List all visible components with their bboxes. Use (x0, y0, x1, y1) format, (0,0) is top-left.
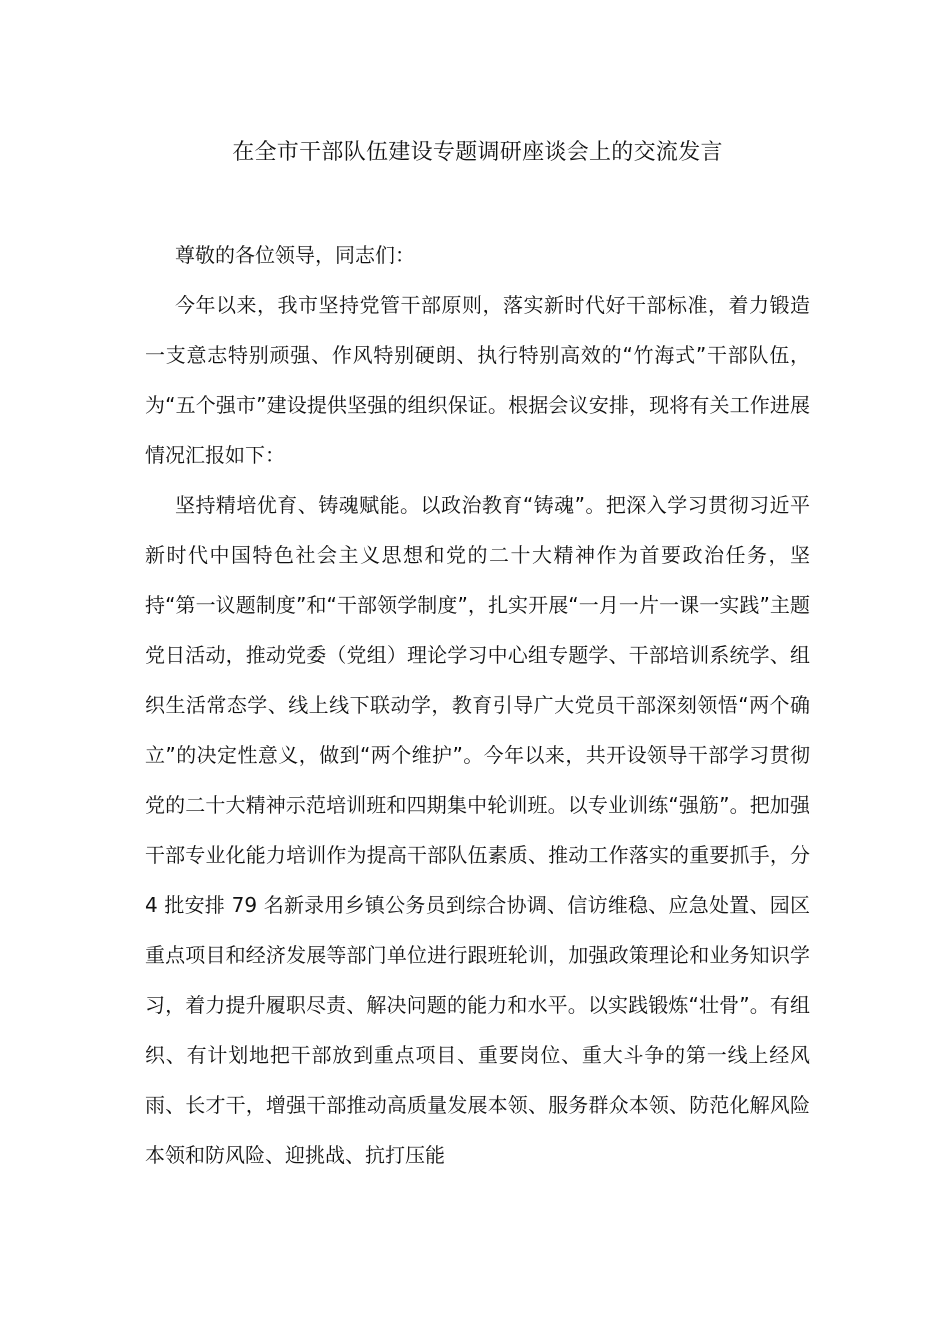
paragraph-intro: 今年以来，我市坚持党管干部原则，落实新时代好干部标准，着力锻造一支意志特别顽强、作风特别硬朗、执行特别高效的“竹海式”干部队伍，为“五个强市”建设提供坚强的组织保证。根据会议安排，现将有关工作进展情况汇报如下： (145, 293, 810, 467)
document-body (145, 230, 810, 1180)
document-title: 在全市干部队伍建设专题调研座谈会上的交流发言 (232, 140, 723, 165)
paragraph-training: 坚持精培优育、铸魂赋能。以政治教育“铸魂”。把深入学习贯彻习近平新时代中国特色社会主义思想和党的二十大精神作为首要政治任务，坚持“第一议题制度”和“干部领学制度”，扎实开展“一月一片一课一实践”主题党日活动，推动党委（党组）理论学习中心组专题学、干部培训系统学、组织生活常态学、线上线下联动学，教育引导广大党员干部深刻领悟“两个确立”的决定性意义，做到“两个维护”。今年以来，共开设领导干部学习贯彻党的二十大精神示范培训班和四期集中轮训班。以专业训练“强筋”。把加强干部专业化能力培训作为提高干部队伍素质、推动工作落实的重要抓手，分 4 批安排 79 名新录用乡镇公务员到综合协调、信访维稳、应急处置、园区重点项目和经济发展等部门单位进行跟班轮训，加强政策理论和业务知识学习，着力提升履职尽责、解决问题的能力和水平。以实践锻炼“壮骨”。有组织、有计划地把干部放到重点项目、重要岗位、重大斗争的第一线上经风雨、长才干，增强干部推动高质量发展本领、服务群众本领、防范化解风险本领和防风险、迎挑战、抗打压能 (145, 493, 810, 1167)
salutation: 尊敬的各位领导，同志们： (175, 243, 415, 267)
